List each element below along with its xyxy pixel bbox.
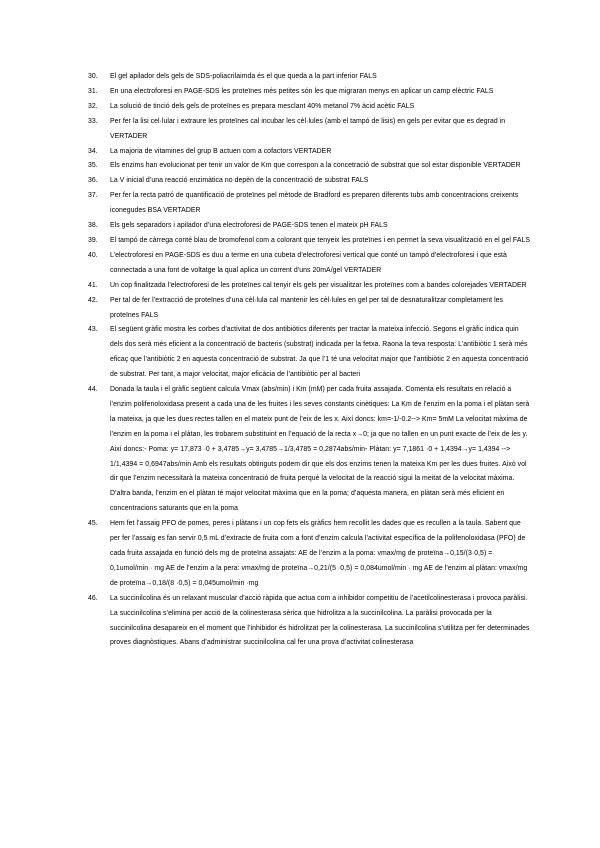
question-text: El tampó de càrrega conté blau de bromofenol com a colorant que tenyeix les proteïnes i en permet la seva visualització en el gel FALS [110,236,530,244]
question-text: L’electroforesi en PAGE-SDS es duu a terme en una cubeta d’electroforesi vertical que conté un tampó d’electroforesi i que està connectada a una font de voltatge la qual aplica un corrent d’uns 20mA/gel VERTADER [110,251,507,274]
question-number: 33. [88,117,98,125]
question-item [88,517,530,592]
question-item [88,279,530,294]
question-number: 43. [88,326,98,334]
question-text: La V inicial d’una reacció enzimàtica no depèn de la concentració de substrat FALS [110,177,369,185]
question-item [88,294,530,324]
question-text: Per tal de fer l’extracció de proteïnes d’una cèl·lula cal mantenir les cèl·lules en gel per tal de desnaturalitzar completament les proteïnes FALS [110,296,504,319]
question-number: 34. [88,147,98,155]
question-number: 31. [88,87,98,95]
question-number: 44. [88,386,98,394]
question-item [88,234,530,249]
question-number: 37. [88,192,98,200]
question-number: 45. [88,520,98,528]
question-number: 38. [88,222,98,230]
question-item [88,159,530,174]
question-number: 42. [88,296,98,304]
question-number: 41. [88,281,98,289]
question-text: Per fer la recta patró de quantificació de proteïnes pel mètode de Bradford es preparen diferents tubs amb concentracions creixents iconegudes BSA VERTADER [110,192,519,215]
question-item [88,249,530,279]
question-text: La majoria de vitamines del grup B actuen com a cofactors VERTADER [110,147,332,155]
question-text: Donada la taula i el gràfic següent calcula Vmax (abs/min) i Km (mM) per cada fruita assajada. Comenta els resultats en relació a l’enzim polifenoloxidasa present a cada una de les fruites i les seves constants cinètiques: La Km de l’enzim en la poma i el plàtan serà la mateixa, ja que les dues rectes tallen en el mateix punt de l’eix de les x. Així doncs: km=-1/-0.2--> Km= 5mM La velocitat màxima de l’enzim en la poma i el plàtan, les trobarem substituint en l’equació de la recta x→0; ja que no tallen en un punt exacte de l’eix de les y. Així doncs:- Poma: y= 17,873 ·0 + 3,4785→y= 3,4785→1/3,4785 = 0,2874abs/min- Plàtan: y= 7,1861 ·0 + 1,4394→y= 1,4394 --> 1/1,4394 = 0,6947abs/min Amb els resultats obtinguts podem dir que els dos enzims tenen la mateixa Km per les dues fruites. Això vol dir que l’enzim necessitarà la mateixa concentració de fruita perquè la velocitat de la reacció sigui la meitat de la velocitat màxima. D’altra banda, l’enzim en el plàtan té major velocitat màxima que en la poma; d’aquesta manera, en plàtan serà més eficient en concentracions saturants que en la poma [110,386,530,513]
question-text: La succinilcolina és un relaxant muscular d’acció ràpida que actua com a inhibidor competitiu de l’acetilcolinesterasa i provoca paràlisi. La succinilcolina s’elimina per acció de la colinesterasa sèrica que hidrolitza a la succinilcolina. La paràlisi provocada per la succinilcolina desapareix en el moment que l’inhibidor és hidrolitzat per la colinesterasa. La succinilcolina s’utilitza per fer determinades proves diagnòstiques. Abans d’administrar succinilcolina cal fer una prova d’activitat colinesterasa [110,594,530,647]
question-text: El gel apilador dels gels de SDS-poliacrilaimda és el que queda a la part inferior FALS [110,73,377,80]
question-item [88,219,530,234]
question-list [88,70,530,651]
question-text: Per fer la lisi cel·lular i extraure les proteïnes cal incubar les cèl·lules (amb el tampó de lisis) en gels per evitar que es degrad in VERTADER [110,117,506,140]
question-item [88,145,530,160]
question-item [88,323,530,383]
question-number: 36. [88,177,98,185]
question-text: Els enzims han evolucionat per tenir un valor de Km que correspon a la concetració de substrat que sol estar disponible VERTADER [110,162,521,170]
question-item [88,383,530,517]
question-text: El següent gràfic mostra les corbes d’activitat de dos antibiòtics diferents per tractar la mateixa infecció. Segons el gràfic indica quin dels dos serà més eficient a la concentració de bacteris (substrat) indicada per la fetxa. Raona la teva resposta: L’antibiòtic 1 serà més eficaç que l’antibiòtic 2 en aquesta concentració de substrat. Ja que l’1 té una velocitat major que l’antibiòtic 2 en aquesta concentració de substrat. Per tant, a major velocitat, major eficàcia de l’antibiòtic per al bacteri [110,326,529,379]
question-item [88,592,530,652]
question-item [88,100,530,115]
question-text: La solució de tinció dels gels de proteïnes es prepara mesclant 40% metanol 7% àcid acètic FALS [110,102,415,110]
question-item [88,70,530,85]
question-text: Un cop finalitzada l’electroforesi de les proteïnes cal tenyir els gels per visualitzar les proteïnes com a bandes colorejades VERTADER [110,281,527,289]
question-number: 39. [88,236,98,244]
question-number: 32. [88,102,98,110]
question-number: 46. [88,594,98,602]
question-text: Hem fet l’assaig PFO de pomes, peres i plàtans i un cop fets els gràfics hem recollit les dades que es recullen a la taula. Sabent que per fer l’assaig es fan servir 0,5 mL d’extracte de fruita com a font d’enzim calcula l’activitat específica de la polifenoloxidasa (PFO) de cada fruita assajada en funció dels mg de proteïna assajats: AE de l’enzim a la poma: vmax/mg de proteïna→0,15/(3·0,5) = 0,1umol/min · mg AE de l’enzim a la pera: vmax/mg de proteïna→0,21/(5 ·0,5) = 0,084umol/min · mg AE de l’enzim al plàtan: vmax/mg de proteïna→0,18/(8 ·0,5) = 0,045umol/min ·mg [110,520,528,587]
question-item [88,85,530,100]
question-text: En una electroforesi en PAGE-SDS les proteïnes més petites són les que migraran menys en aplicar un camp elèctric FALS [110,87,494,95]
question-number: 40. [88,251,98,259]
question-item [88,189,530,219]
question-number: 35. [88,162,98,170]
question-item [88,115,530,145]
question-item [88,174,530,189]
question-number: 30. [88,73,98,80]
question-text: Els gels separadors i apilador d’una electroforesi de PAGE-SDS tenen el mateix pH FALS [110,222,388,230]
